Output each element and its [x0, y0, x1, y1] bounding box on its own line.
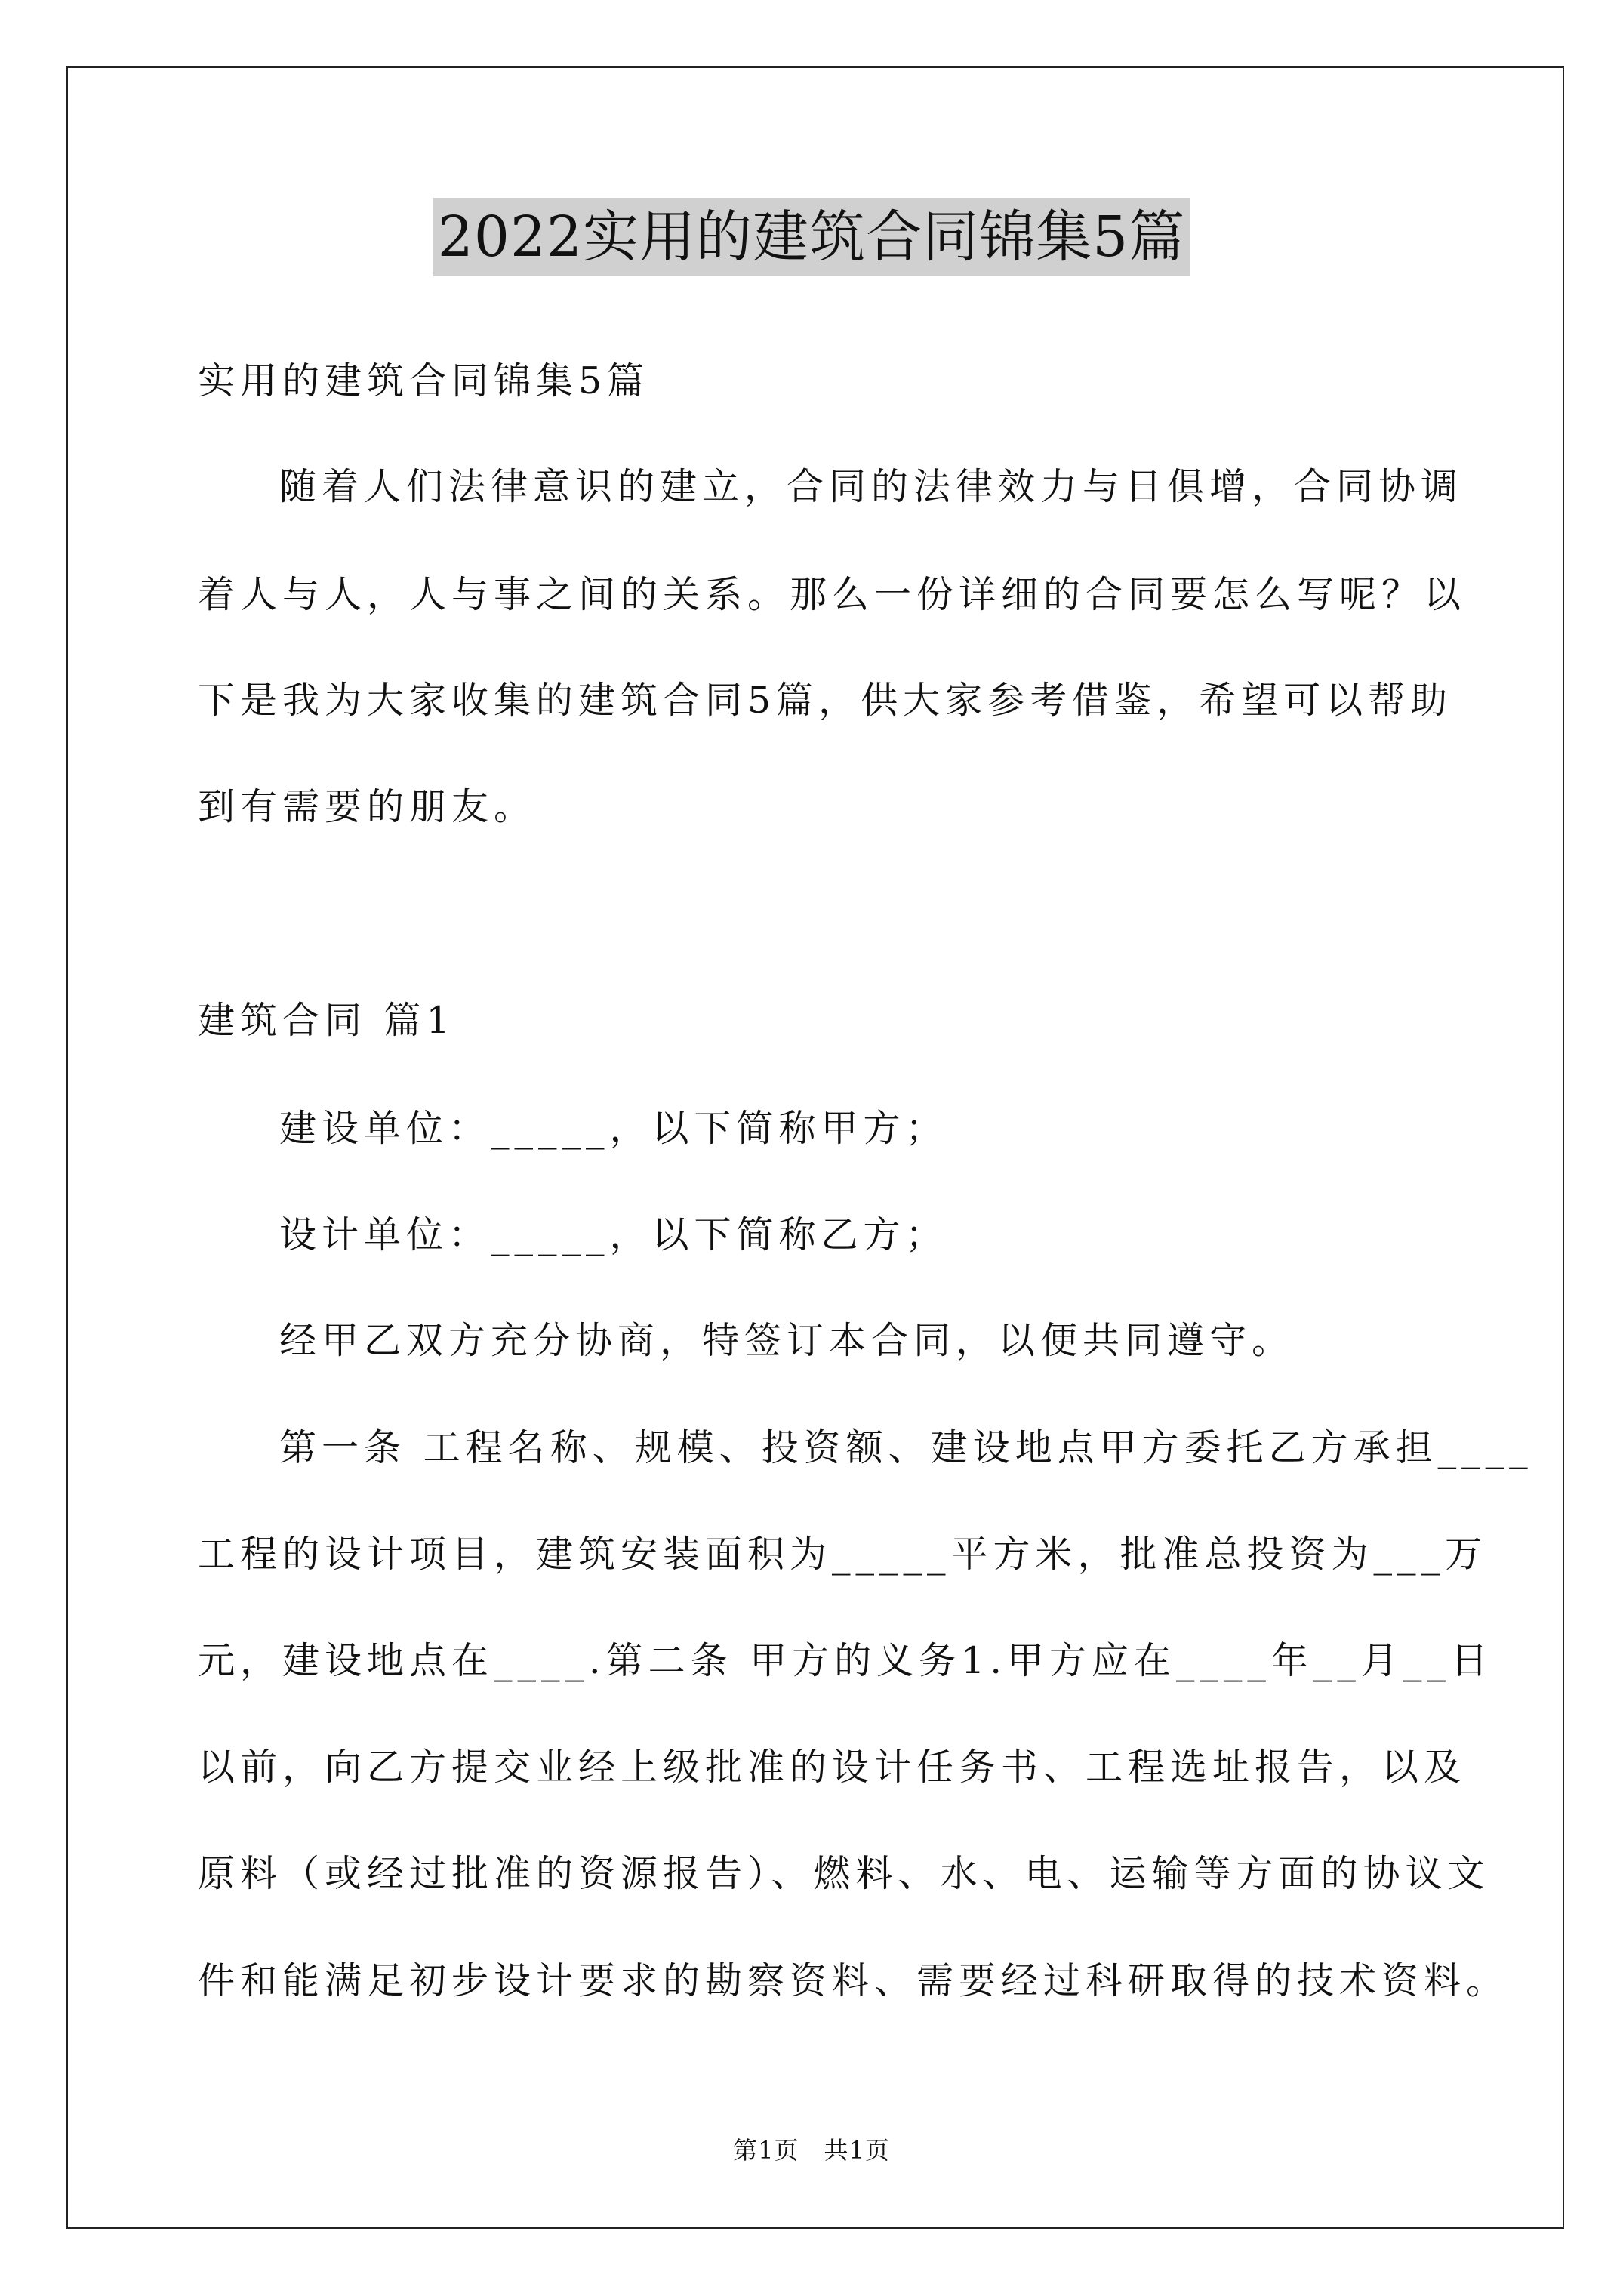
- article-line: 第一条 工程名称、规模、投资额、建设地点甲方委托乙方承担____: [279, 1426, 1533, 1469]
- party-b-line: 设计单位：_____，以下简称乙方；: [279, 1213, 948, 1256]
- document-title: 2022实用的建筑合同锦集5篇: [433, 198, 1190, 276]
- article-line: 原料（或经过批准的资源报告）、燃料、水、电、运输等方面的协议文: [198, 1852, 1490, 1895]
- party-a-line: 建设单位：_____，以下简称甲方；: [279, 1107, 948, 1150]
- agreement-line: 经甲乙双方充分协商，特签订本合同，以便共同遵守。: [279, 1319, 1295, 1362]
- intro-line: 着人与人，人与事之间的关系。那么一份详细的合同要怎么写呢？以: [198, 573, 1467, 616]
- page-footer: 第1页 共1页: [733, 2136, 890, 2165]
- article-line: 以前，向乙方提交业经上级批准的设计任务书、工程选址报告，以及: [198, 1746, 1467, 1789]
- section-heading: 建筑合同 篇1: [198, 999, 455, 1042]
- intro-line: 到有需要的朋友。: [198, 785, 537, 828]
- article-line: 件和能满足初步设计要求的勘察资料、需要经过科研取得的技术资料。: [198, 1959, 1509, 2002]
- article-line: 工程的设计项目，建筑安装面积为_____平方米，批准总投资为___万: [198, 1533, 1488, 1576]
- intro-line: 下是我为大家收集的建筑合同5篇，供大家参考借鉴，希望可以帮助: [198, 679, 1453, 722]
- title-container: [0, 198, 1623, 276]
- intro-line: 随着人们法律意识的建立，合同的法律效力与日俱增，合同协调: [279, 465, 1464, 508]
- document-subtitle: 实用的建筑合同锦集5篇: [198, 359, 650, 402]
- article-line: 元，建设地点在____.第二条 甲方的义务1.甲方应在____年__月__日: [198, 1639, 1493, 1682]
